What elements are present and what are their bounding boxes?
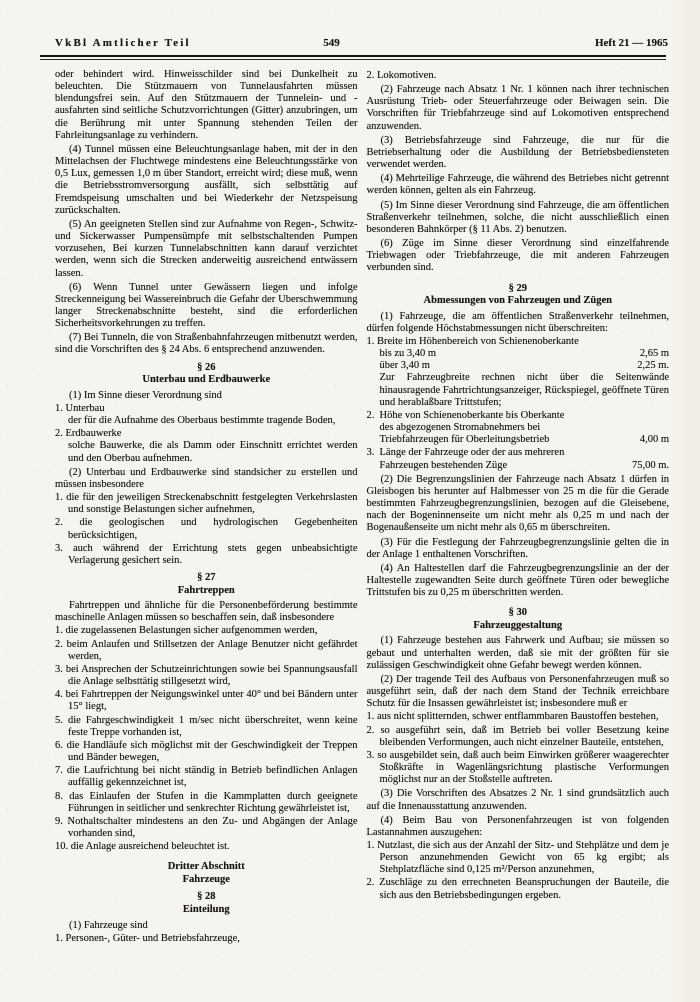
page-number: 549 — [323, 37, 340, 49]
numbered-item: 3. auch während der Errichtung stets gegen unbeabsichtigte Verlagerung gesichert sein. — [55, 542, 358, 566]
section-heading-line: Einteilung — [182, 904, 230, 916]
paragraph: (3) Für die Festlegung der Fahrzeugbegrenzungslinie gelten die in der Anlage 1 enthaltenen Vorschriften. — [366, 536, 669, 560]
numbered-item: 8. das Einlaufen der Stufen in die Kammplatten durch geeignete Führungen in seitlicher und senkrechter Richtung gewährleistet ist, — [55, 790, 358, 814]
issue-label: Heft 21 — 1965 — [594, 37, 668, 49]
paragraph: (4) Beim Bau von Personenfahrzeugen ist von folgenden Lastannahmen auszugehen: — [366, 814, 669, 838]
item-number: 1. — [366, 711, 377, 723]
numbered-item: 1. Personen-, Güter- und Betriebsfahrzeuge, — [55, 932, 240, 944]
section-heading — [55, 362, 358, 387]
header-rule-thin — [40, 59, 666, 60]
item-number: 3. — [366, 749, 378, 761]
numbered-item: 4. bei Fahrtreppen der Neigungswinkel unter 40° und bei Bändern unter 15° liegt, — [55, 689, 358, 713]
item-number: 7. — [55, 765, 67, 777]
numbered-item: 6. die Handläufe sich möglichst mit der Geschwindigkeit der Treppen und Bänder bewegen, — [55, 739, 358, 764]
dimension-label: Länge der Fahrzeuge oder der aus mehreren Fahrzeugen bestehenden Züge — [379, 447, 565, 471]
paragraph: (1) Fahrzeuge, die am öffentlichen Straßenverkehr teilnehmen, dürfen folgende Höchstabmessungen nicht überschreiten: — [366, 310, 669, 334]
item-number: 2. — [366, 70, 377, 81]
dimension-value: 2,25 m. — [637, 360, 669, 372]
paragraph: (3) Die Vorschriften des Absatzes 2 Nr. 1 sind grundsätzlich auch auf die Innenausstattung anzuwenden. — [366, 788, 669, 812]
dimension-value: 75,00 m. — [631, 459, 669, 471]
numbered-item: 3. so ausgebildet sein, daß auch beim Einwirken größerer waagerechter Stoßkräfte in Wagenlängsrichtung plastische Verformungen möglichst nur an der Stoßstelle auftreten. — [366, 749, 669, 786]
numbered-item: 10. die Anlage ausreichend beleuchtet ist. — [55, 841, 230, 853]
column-left — [55, 69, 358, 962]
item-number: 8. — [55, 790, 70, 802]
dimension-label: Höhe von Schienenoberkante bis Oberkante des abgezogenen Stromabnehmers bei Triebfahrzeugen für Oberleitungsbetrieb — [379, 409, 565, 446]
paragraph: (2) Der tragende Teil des Aufbaus von Personenfahrzeugen muß so ausgeführt sein, daß der nach dem Stand der Technik erreichbare Schutz für die Insassen gewährleistet ist; insbesondere muß er — [366, 673, 669, 710]
paragraph: (2) Fahrzeuge nach Absatz 1 Nr. 1 können nach ihrer technischen Ausrüstung Trieb- oder Steuerfahrzeuge oder Beiwagen sein. Die Vorschriften für Triebfahrzeuge sind auf Lokomotiven entsprechend anzuwenden. — [366, 84, 669, 132]
dimension-row — [367, 360, 670, 372]
item-continuation: solche Bauwerke, die als Damm oder Einschnitt errichtet werden und den Oberbau aufnehmen. — [68, 440, 358, 464]
numbered-dimension-item — [367, 447, 670, 471]
paragraph: (6) Züge im Sinne dieser Verordnung sind einzelfahrende Triebwagen oder Triebfahrzeuge, die mit anderen Fahrzeugen verbunden sind. — [366, 238, 669, 274]
dimension-label: bis zu 3,40 m — [379, 348, 437, 360]
section-heading-line: Fahrzeuggestaltung — [473, 619, 563, 631]
journal-title: VkBl Amtlicher Teil — [55, 37, 191, 49]
numbered-item: 2. die geologischen und hydrologischen Gegebenheiten berücksichtigen, — [55, 517, 358, 541]
paragraph: (4) An Haltestellen darf die Fahrzeugbegrenzungslinie an der der Haltestelle zugewandten Seite durch geöffnete Türen oder bewegliche Trittstufen bis zu 0,25 m überschritten werden. — [366, 562, 669, 599]
item-number: 1. — [55, 402, 66, 414]
numbered-item: 2. Zuschläge zu den errechneten Beanspruchungen der Bauteile, die sich aus den Betriebsbedingungen ergeben. — [366, 877, 669, 901]
item-number: 2. — [366, 877, 380, 889]
section-heading-line: § 28 — [197, 891, 216, 903]
item-number: 1. — [366, 336, 377, 347]
item-number: 6. — [55, 739, 67, 751]
numbered-item: 2. Erdbauwerke — [55, 428, 122, 440]
item-number: 1. — [55, 492, 67, 504]
paragraph: (3) Betriebsfahrzeuge sind Fahrzeuge, die nur für die Betriebserhaltung oder die Ausbildung der Betriebsbediensteten verwendet werden. — [366, 134, 669, 171]
paragraph: (5) Im Sinne dieser Verordnung sind Fahrzeuge, die am öffentlichen Straßenverkehr teilnehmen, solche, die nicht ausschließlich einen besonderen Bahnkörper (§ 11 Abs. 2) benutzen. — [366, 199, 669, 235]
item-number: 3. — [55, 542, 73, 554]
header-rule-thick — [40, 55, 666, 57]
paragraph: (7) Bei Tunneln, die von Straßenbahnfahrzeugen mitbenutzt werden, sind die Vorschriften des § 24 Abs. 6 entsprechend anzuwenden. — [55, 332, 358, 356]
numbered-item: 3. bei Ansprechen der Schutzeinrichtungen sowie bei Spannungsausfall die Anlage selbsttätig stillgesetzt wird, — [55, 663, 358, 688]
item-number: 3. — [366, 447, 375, 459]
paragraph: (1) Fahrzeuge bestehen aus Fahrwerk und Aufbau; sie müssen so gebaut und unterhalten werden, daß sie mit der größten für sie zulässigen Geschwindigkeit ohne Gefahr bewegt werden können. — [366, 635, 669, 671]
item-number: 9. — [55, 815, 68, 827]
dimension-row — [367, 348, 670, 360]
item-number: 2. — [55, 638, 67, 650]
text-columns — [55, 69, 669, 962]
item-number: 2. — [55, 428, 66, 440]
section-heading-line: § 30 — [508, 607, 527, 619]
item-number: 10. — [55, 841, 71, 853]
section-heading — [55, 572, 358, 597]
section-heading-line: Fahrzeuge — [182, 873, 230, 885]
section-heading-line: § 27 — [197, 571, 216, 583]
numbered-item: 2. so ausgeführt sein, daß im Betrieb bei voller Besetzung keine bleibenden Verformungen, auch nicht einzelner Bauteile, entstehen, — [366, 724, 670, 748]
item-continuation: Zur Fahrzeugbreite rechnen nicht über die Seitenwände hinausragende Fahrtrichtungsanzeiger, Rückspiegel, geöffnete Türen und herablaßbare Trittstufen; — [379, 372, 669, 408]
section-heading-line: Dritter Abschnitt — [167, 861, 245, 873]
paragraph: (1) Fahrzeuge sind — [69, 919, 148, 931]
numbered-item: 2. Lokomotiven. — [366, 70, 437, 81]
paragraph: (1) Im Sinne dieser Verordnung sind — [69, 389, 222, 401]
numbered-item: 1. die zugelassenen Belastungen sicher aufgenommen werden, — [55, 625, 318, 637]
paragraph: (6) Wenn Tunnel unter Gewässern liegen und infolge Streckenneigung bei Wassereinbruch die Gefahr der Uberschwemmung langer Streckenabschnitte besteht, sind die erforderlichen Sicherheitsvorkehrungen zu treffen. — [55, 281, 358, 330]
paragraph: (2) Unterbau und Erdbauwerke sind standsicher zu erstellen und müssen insbesondere — [55, 466, 358, 490]
paragraph: Fahrtreppen und ähnliche für die Personenbeförderung bestimmte maschinelle Anlagen müssen so beschaffen sein, daß insbesondere — [55, 600, 358, 624]
column-right — [367, 69, 670, 962]
section-heading-line: Fahrtreppen — [177, 584, 235, 596]
section-heading — [367, 283, 670, 308]
section-heading — [367, 607, 670, 632]
section-heading — [55, 891, 358, 916]
numbered-item: 9. Nothaltschalter mindestens an den Zu- und Abgängen der Anlage vorhanden sind, — [55, 815, 358, 839]
paragraph: (4) Tunnel müssen eine Beleuchtungsanlage haben, mit der in den Mittelachsen der Fluchtwege mindestens eine Beleuchtungsstärke von 0,5 Lux, gemessen 1,0 m über Standort, erreicht wird; diese muß, wenn die Betriebsstromversorgung ausfällt, sich selbsttätig auf Fremdspeisung umschalten und bei Wiederkehr der Netzspeisung zurückschalten. — [55, 143, 358, 216]
paragraph: (4) Mehrteilige Fahrzeuge, die während des Betriebes nicht getrennt werden können, gelten als ein Fahrzeug. — [366, 173, 669, 197]
numbered-item: 1. aus nicht splitternden, schwer entflammbaren Baustoffen bestehen, — [366, 711, 659, 723]
item-number: 5. — [55, 714, 68, 726]
item-number: 1. — [55, 932, 66, 944]
item-number: 2. — [366, 724, 381, 736]
dimension-value: 2,65 m — [639, 348, 669, 360]
paragraph: (5) An geeigneten Stellen sind zur Aufnahme von Regen-, Schwitz- und Sickerwasser Pumpensümpfe mit selbstschaltenden Pumpen vorzusehen, Bei kurzen Tunnelabschnitten kann darauf verzichtet werden, wenn sich die Strecken anderweitig ausreichend entwässern lassen. — [55, 218, 358, 279]
numbered-item: 1. Unterbau — [55, 402, 105, 414]
numbered-item: 1. Nutzlast, die sich aus der Anzahl der Sitz- und Stehplätze und dem je Person anzunehmenden Gewicht von 65 kg ergibt; als Stehplatzfläche sind 0,125 m²/Person anzunehmen, — [366, 839, 670, 876]
item-number: 2. — [366, 409, 375, 421]
dimension-label: über 3,40 m — [379, 360, 430, 372]
section-heading-line: § 29 — [508, 282, 527, 294]
item-number: 1. — [366, 839, 378, 851]
paragraph: oder behindert wird. Hinweisschilder sind bei Dunkelheit zu beleuchten. Die Stützmauern von Tunnelausfahrten müssen blendungsfrei sein. Auf den Stützmauern der Tunnelein- und -ausfahrten sind seitliche Schutzvorrichtungen (Gitter) anzubringen, um die Berührung mit unter Spannung stehenden Teilen der Fahrleitungsanlage zu verhindern. — [55, 69, 358, 141]
section-heading — [55, 861, 358, 886]
numbered-item: 2. beim Anlaufen und Stillsetzen der Anlage Benutzer nicht gefährdet werden, — [55, 638, 358, 662]
numbered-item: 1. Breite im Höhenbereich von Schienenoberkante — [366, 336, 579, 347]
numbered-item: 7. die Laufrichtung bei nicht ständig in Betrieb befindlichen Anlagen auffällig gekennzeichnet ist, — [55, 765, 358, 789]
dimension-value: 4,00 m — [639, 434, 669, 446]
section-heading-line: § 26 — [197, 361, 216, 373]
section-heading-line: Unterbau und Erdbauwerke — [142, 374, 271, 386]
item-number: 2. — [55, 517, 80, 529]
section-heading-line: Abmessungen von Fahrzeugen und Zügen — [423, 295, 612, 307]
item-number: 3. — [55, 663, 66, 675]
item-number: 4. — [55, 689, 66, 701]
numbered-item: 5. die Fahrgeschwindigkeit 1 m/sec nicht überschreitet, wenn keine feste Treppe vorhanden ist, — [55, 714, 358, 738]
item-continuation: der für die Aufnahme des Oberbaus bestimmte tragende Boden, — [68, 415, 336, 427]
numbered-dimension-item — [367, 410, 670, 446]
paragraph: (2) Die Begrenzungslinien der Fahrzeuge nach Absatz 1 dürfen in Gleisbogen bis herunter auf Halbmesser von 25 m die für die Gerade bestimmten Fahrzeugbegrenzungslinien, bezogen auf die Gleisebene, nach der Bogeninnenseite um nicht mehr als 0,25 m und nach der Bogenaußenseite um nicht mehr als 0,65 m überschreiten. — [366, 473, 669, 534]
page-header — [55, 37, 668, 53]
item-number: 1. — [55, 625, 66, 637]
numbered-item: 1. die für den jeweiligen Streckenabschnitt festgelegten Verkehrslasten und sonstige Belastungen sicher aufnehmen, — [55, 492, 358, 516]
